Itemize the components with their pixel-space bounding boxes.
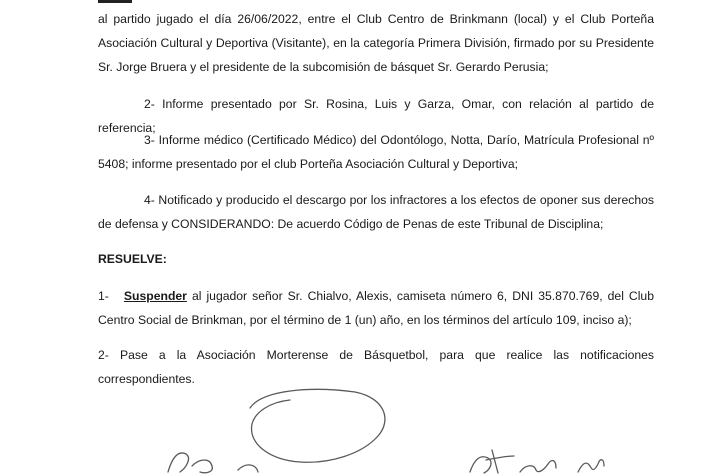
resolution-1-text: al jugador señor Sr. Chialvo, Alexis, camiseta número 6, DNI 35.870.769, del Club Centro Social de Brinkman, por el término de 1 (un) año, en los términos del artículo 109, inciso a);: [98, 289, 654, 327]
resuelve-heading: RESUELVE:: [98, 252, 167, 266]
intro-paragraph: al partido jugado el día 26/06/2022, entre el Club Centro de Brinkmann (local) y el Club Porteña Asociación Cultural y Deportiva (Visitante), en la categoría Primera División, firmado por su Presidente Sr. Jorge Bruera y el presidente de la subcomisión de básquet Sr. Gerardo Perusia;: [98, 12, 654, 74]
underlined-heading-fragment: [98, 0, 132, 3]
item-2-paragraph: 2- Informe presentado por Sr. Rosina, Luis y Garza, Omar, con relación al partido de referencia;: [98, 97, 654, 135]
resolution-1-paragraph: [98, 284, 654, 332]
resolution-1-emphasis: Suspender: [123, 289, 187, 303]
item-4-paragraph: 4- Notificado y producido el descargo por los infractores a los efectos de oponer sus derechos de defensa y CONSIDERANDO: De acuerdo Código de Penas de este Tribunal de Disciplina;: [98, 193, 654, 231]
resolution-1-number: 1-: [98, 289, 109, 303]
resolution-2-paragraph: 2- Pase a la Asociación Morterense de Básquetbol, para que realice las notificaciones correspondientes.: [98, 348, 654, 386]
item-3-paragraph: 3- Informe médico (Certificado Médico) del Odontólogo, Notta, Darío, Matrícula Profesional nº 5408; informe presentado por el club Porteña Asociación Cultural y Deportiva;: [98, 133, 654, 171]
handwritten-signature: [0, 380, 720, 475]
